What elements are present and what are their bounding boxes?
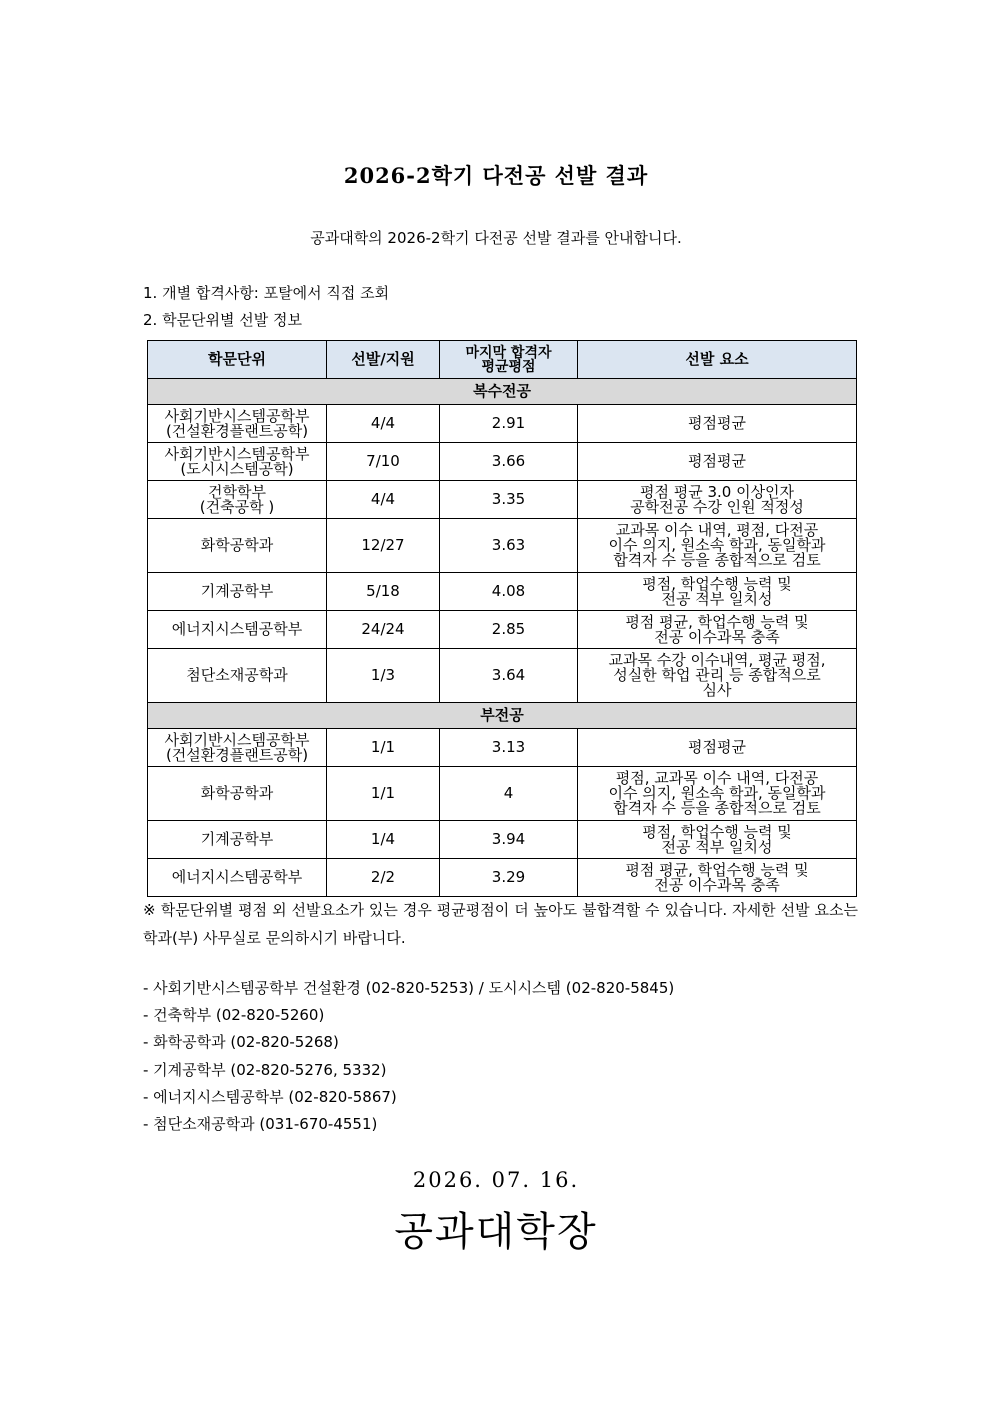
cell-unit-line: 기계공학부 bbox=[200, 582, 274, 600]
cell-unit bbox=[148, 573, 327, 611]
contact-item: - 사회기반시스템공학부 건설환경 (02-820-5253) / 도시시스템 (02-820-5845) bbox=[143, 979, 675, 997]
cell-criteria-line: 교과목 수강 이수내역, 평균 평점, bbox=[608, 651, 826, 669]
table-row bbox=[148, 443, 857, 481]
cell-criteria-line: 평점평균 bbox=[688, 738, 746, 756]
cell-unit-line: (도시시스템공학) bbox=[180, 459, 294, 478]
issue-date: 2026. 07. 16. bbox=[412, 1168, 580, 1192]
cell-last-gpa: 3.94 bbox=[440, 821, 578, 859]
contact-item: - 기계공학부 (02-820-5276, 5332) bbox=[143, 1060, 387, 1079]
cell-unit-line: (건축공학 ) bbox=[199, 497, 275, 516]
cell-unit-line: 기계공학부 bbox=[200, 830, 274, 848]
cell-criteria bbox=[578, 767, 857, 821]
cell-unit bbox=[148, 649, 327, 703]
cell-ratio: 5/18 bbox=[327, 573, 440, 611]
cell-unit bbox=[148, 443, 327, 481]
group-name: 복수전공 bbox=[148, 379, 857, 405]
cell-unit-line: 화학공학과 bbox=[200, 536, 274, 554]
cell-criteria-line: 평점, 교과목 이수 내역, 다전공 bbox=[615, 769, 819, 787]
intro-text: 공과대학의 2026-2학기 다전공 선발 결과를 안내합니다. bbox=[310, 229, 682, 247]
cell-criteria bbox=[578, 611, 857, 649]
cell-unit-line: (건설환경플랜트공학) bbox=[165, 745, 309, 764]
table-row bbox=[148, 767, 857, 821]
page-title: 2026-2학기 다전공 선발 결과 bbox=[343, 163, 649, 188]
cell-criteria-line: 평점 평균, 학업수행 능력 및 bbox=[625, 612, 809, 631]
table-row bbox=[148, 859, 857, 897]
cell-last-gpa: 3.63 bbox=[440, 519, 578, 573]
cell-ratio: 24/24 bbox=[327, 611, 440, 649]
cell-unit-line: 사회기반시스템공학부 bbox=[164, 444, 310, 463]
cell-unit bbox=[148, 519, 327, 573]
selection-results-table bbox=[147, 340, 857, 897]
cell-last-gpa: 3.13 bbox=[440, 729, 578, 767]
cell-last-gpa: 3.64 bbox=[440, 649, 578, 703]
list-item-lookup: 1. 개별 합격사항: 포탈에서 직접 조회 bbox=[143, 284, 390, 302]
cell-last-gpa: 4.08 bbox=[440, 573, 578, 611]
cell-last-gpa: 3.35 bbox=[440, 481, 578, 519]
cell-unit bbox=[148, 405, 327, 443]
table-body bbox=[148, 379, 857, 897]
cell-criteria-line: 평점평균 bbox=[688, 452, 746, 470]
cell-unit-line: 화학공학과 bbox=[200, 784, 274, 802]
cell-criteria-line: 평점 평균 3.0 이상인자 bbox=[639, 482, 795, 501]
cell-unit bbox=[148, 859, 327, 897]
header-last-gpa-line1: 마지막 합격자 bbox=[465, 344, 552, 361]
cell-criteria-line: 평점평균 bbox=[688, 414, 746, 432]
cell-criteria-line: 합격자 수 등을 종합적으로 검토 bbox=[613, 799, 821, 817]
cell-unit-line: 에너지시스템공학부 bbox=[171, 620, 303, 638]
cell-criteria bbox=[578, 729, 857, 767]
table-row bbox=[148, 519, 857, 573]
notice-text: ※ 학문단위별 평점 외 선발요소가 있는 경우 평균평점이 더 높아도 불합격할 수 있습니다. 자세한 선발 요소는 학과(부) 사무실로 문의하시기 바랍니다. bbox=[143, 901, 858, 947]
signer-name: 공과대학장 bbox=[394, 1209, 598, 1255]
cell-criteria-line: 전공 적부 일치성 bbox=[661, 589, 773, 608]
table-row bbox=[148, 481, 857, 519]
table-row bbox=[148, 611, 857, 649]
table-row bbox=[148, 821, 857, 859]
cell-ratio: 1/3 bbox=[327, 649, 440, 703]
cell-ratio: 4/4 bbox=[327, 481, 440, 519]
cell-criteria-line: 심사 bbox=[702, 681, 732, 699]
contact-item: - 화학공학과 (02-820-5268) bbox=[143, 1033, 339, 1052]
table-row bbox=[148, 573, 857, 611]
cell-criteria bbox=[578, 821, 857, 859]
header-criteria: 선발 요소 bbox=[578, 341, 857, 379]
cell-last-gpa: 2.91 bbox=[440, 405, 578, 443]
table-header-row bbox=[148, 341, 857, 379]
cell-criteria-line: 성실한 학업 관리 등 종합적으로 bbox=[613, 666, 821, 684]
cell-criteria bbox=[578, 443, 857, 481]
cell-ratio: 7/10 bbox=[327, 443, 440, 481]
contact-item: - 에너지시스템공학부 (02-820-5867) bbox=[143, 1087, 397, 1106]
cell-unit-line: 에너지시스템공학부 bbox=[171, 868, 303, 886]
header-last-gpa bbox=[440, 341, 578, 379]
cell-criteria-line: 전공 적부 일치성 bbox=[661, 837, 773, 856]
contact-item: - 건축학부 (02-820-5260) bbox=[143, 1006, 325, 1025]
cell-criteria-line: 이수 의지, 원소속 학과, 동일학과 bbox=[608, 536, 826, 554]
cell-unit-line: 사회기반시스템공학부 bbox=[164, 730, 310, 749]
cell-unit-line: 첨단소재공학과 bbox=[186, 666, 288, 684]
cell-last-gpa: 3.66 bbox=[440, 443, 578, 481]
cell-ratio: 1/1 bbox=[327, 767, 440, 821]
cell-criteria bbox=[578, 519, 857, 573]
cell-criteria bbox=[578, 481, 857, 519]
cell-last-gpa: 4 bbox=[440, 767, 578, 821]
cell-criteria bbox=[578, 573, 857, 611]
cell-unit-line: (건설환경플랜트공학) bbox=[165, 421, 309, 440]
table-row bbox=[148, 405, 857, 443]
contact-list bbox=[143, 975, 674, 1138]
group-header-row bbox=[148, 703, 857, 729]
cell-ratio: 2/2 bbox=[327, 859, 440, 897]
cell-unit-line: 건학학부 bbox=[208, 482, 266, 501]
table-row bbox=[148, 649, 857, 703]
cell-criteria-line: 평점, 학업수행 능력 및 bbox=[642, 574, 792, 593]
cell-unit bbox=[148, 729, 327, 767]
header-last-gpa-line2: 평균평점 bbox=[481, 358, 536, 375]
cell-ratio: 12/27 bbox=[327, 519, 440, 573]
cell-ratio: 1/4 bbox=[327, 821, 440, 859]
cell-criteria bbox=[578, 649, 857, 703]
cell-criteria-line: 평점 평균, 학업수행 능력 및 bbox=[625, 860, 809, 879]
cell-criteria-line: 전공 이수과목 충족 bbox=[654, 627, 780, 646]
cell-criteria-line: 공학전공 수강 인원 적정성 bbox=[630, 497, 804, 516]
cell-criteria bbox=[578, 405, 857, 443]
header-ratio: 선발/지원 bbox=[327, 341, 440, 379]
cell-unit bbox=[148, 481, 327, 519]
cell-criteria-line: 평점, 학업수행 능력 및 bbox=[642, 822, 792, 841]
cell-ratio: 1/1 bbox=[327, 729, 440, 767]
cell-unit bbox=[148, 767, 327, 821]
cell-criteria-line: 이수 의지, 원소속 학과, 동일학과 bbox=[608, 784, 826, 802]
contact-item: - 첨단소재공학과 (031-670-4551) bbox=[143, 1114, 378, 1133]
cell-unit bbox=[148, 611, 327, 649]
group-header-row bbox=[148, 379, 857, 405]
cell-ratio: 4/4 bbox=[327, 405, 440, 443]
cell-criteria bbox=[578, 859, 857, 897]
table-row bbox=[148, 729, 857, 767]
cell-criteria-line: 합격자 수 등을 종합적으로 검토 bbox=[613, 551, 821, 569]
cell-unit-line: 사회기반시스템공학부 bbox=[164, 406, 310, 425]
cell-last-gpa: 3.29 bbox=[440, 859, 578, 897]
group-name: 부전공 bbox=[148, 703, 857, 729]
header-unit: 학문단위 bbox=[148, 341, 327, 379]
list-item-selection-info: 2. 학문단위별 선발 정보 bbox=[143, 311, 303, 329]
cell-criteria-line: 전공 이수과목 충족 bbox=[654, 875, 780, 894]
cell-unit bbox=[148, 821, 327, 859]
cell-last-gpa: 2.85 bbox=[440, 611, 578, 649]
cell-criteria-line: 교과목 이수 내역, 평점, 다전공 bbox=[615, 521, 819, 539]
